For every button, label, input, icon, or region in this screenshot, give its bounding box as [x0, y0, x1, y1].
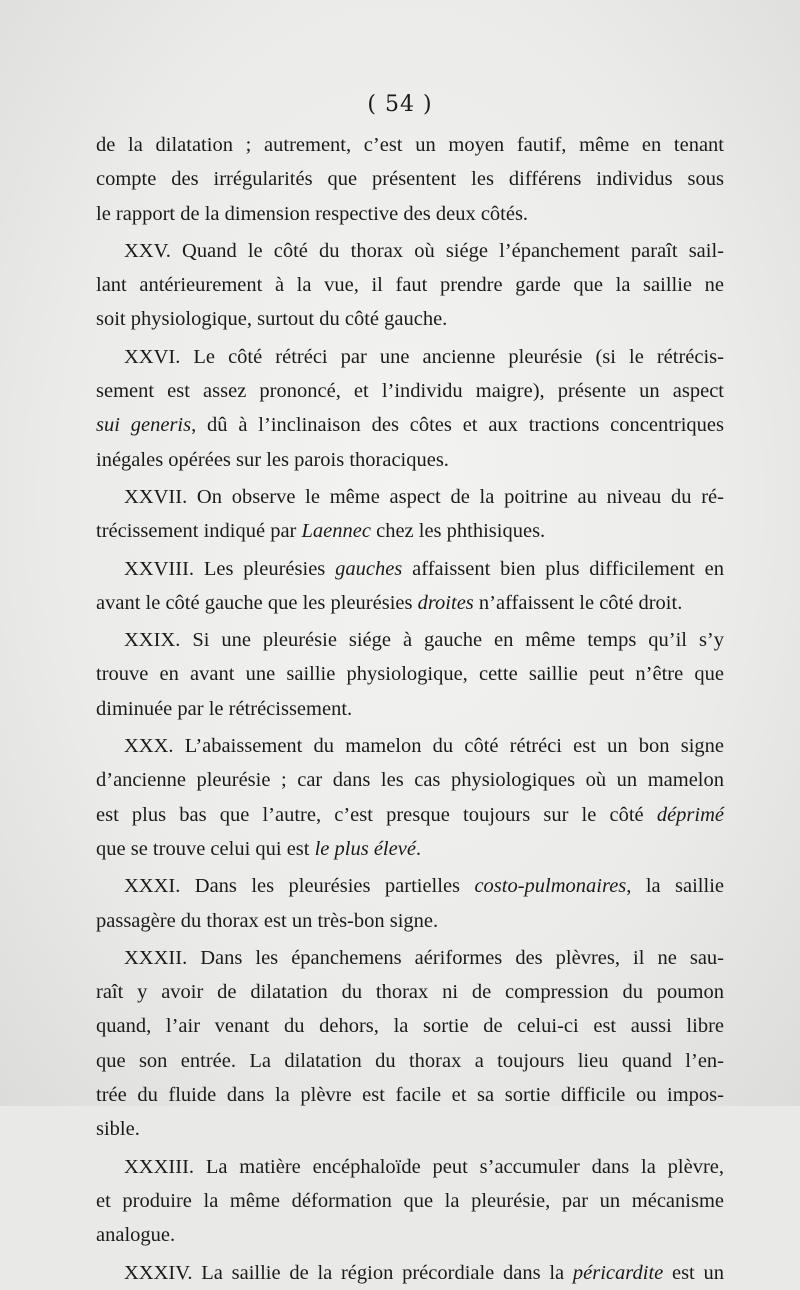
text-line: XXVII. On observe le même aspect de la poitrine au niveau du ré- [124, 485, 724, 508]
text-line: sement est assez prononcé, et l’individu maigre), présente un aspect [96, 380, 724, 403]
italic-phrase: costo-pulmonaires [474, 875, 627, 898]
text-line: trécissement indiqué par Laennec chez les phthisiques. [96, 520, 546, 543]
text-line: XXIX. Si une pleurésie siége à gauche en même temps qu’il s’y [124, 629, 724, 652]
text-line: XXX. L’abaissement du mamelon du côté rétréci est un bon signe [124, 735, 724, 758]
body-text [96, 128, 724, 1290]
text-line: que se trouve celui qui est le plus élevé. [96, 837, 422, 860]
text-line: XXXI. Dans les pleurésies partielles costo-pulmonaires, la saillie [124, 875, 724, 898]
text-line: quand, l’air venant du dehors, la sortie de celui-ci est aussi libre [96, 1015, 724, 1038]
text-line: XXXII. Dans les épanchemens aériformes des plèvres, il ne sau- [124, 946, 724, 969]
text-line: sible. [96, 1118, 140, 1141]
text-line: XXV. Quand le côté du thorax où siége l’épanchement paraît sail- [124, 239, 724, 262]
text-line: lant antérieurement à la vue, il faut prendre garde que la saillie ne [96, 274, 724, 297]
text-line: compte des irrégularités que présentent les différens individus sous [96, 168, 724, 191]
text-line: XXXIII. La matière encéphaloïde peut s’accumuler dans la plèvre, [124, 1155, 724, 1178]
text-line: d’ancienne pleurésie ; car dans les cas physiologiques où un mamelon [96, 769, 724, 792]
text-line: le rapport de la dimension respective des deux côtés. [96, 202, 529, 225]
text-line: sui generis, dû à l’inclinaison des côtes et aux tractions concentriques [96, 414, 724, 437]
text-line: soit physiologique, surtout du côté gauche. [96, 308, 448, 331]
text-line: trouve en avant une saillie physiologique, cette saillie peut n’être que [96, 663, 724, 686]
text-line: passagère du thorax est un très-bon signe. [96, 909, 439, 932]
italic-phrase: déprimé [656, 803, 724, 826]
text-line: XXXIV. La saillie de la région précordiale dans la péricardite est un [124, 1261, 724, 1284]
text-line: de la dilatation ; autrement, c’est un moyen fautif, même en tenant [96, 134, 724, 156]
italic-phrase: le plus élevé [314, 837, 416, 860]
text-line: analogue. [96, 1224, 176, 1247]
text-line: diminuée par le rétrécissement. [96, 697, 353, 720]
italic-phrase: sui generis [96, 414, 192, 437]
italic-phrase: Laennec [301, 520, 371, 543]
text-line: inégales opérées sur les parois thoraciques. [96, 448, 449, 471]
text-line: que son entrée. La dilatation du thorax a toujours lieu quand l’en- [96, 1049, 724, 1072]
italic-phrase: droites [417, 591, 474, 614]
text-line: XXVIII. Les pleurésies gauches affaissent bien plus difficilement en [124, 557, 724, 580]
page-number: ( 54 ) [367, 92, 433, 117]
text-line: avant le côté gauche que les pleurésies droites n’affaissent le côté droit. [96, 591, 683, 614]
text-line: raît y avoir de dilatation du thorax ni de compression du poumon [96, 981, 724, 1004]
text-line: trée du fluide dans la plèvre est facile et sa sortie difficile ou impos- [96, 1084, 724, 1107]
text-line: XXVI. Le côté rétréci par une ancienne pleurésie (si le rétrécis- [124, 345, 724, 368]
italic-phrase: péricardite [572, 1261, 664, 1284]
text-line: et produire la même déformation que la pleurésie, par un mécanisme [96, 1189, 724, 1212]
text-line: est plus bas que l’autre, c’est presque toujours sur le côté déprimé [96, 803, 724, 826]
italic-phrase: gauches [335, 557, 403, 580]
